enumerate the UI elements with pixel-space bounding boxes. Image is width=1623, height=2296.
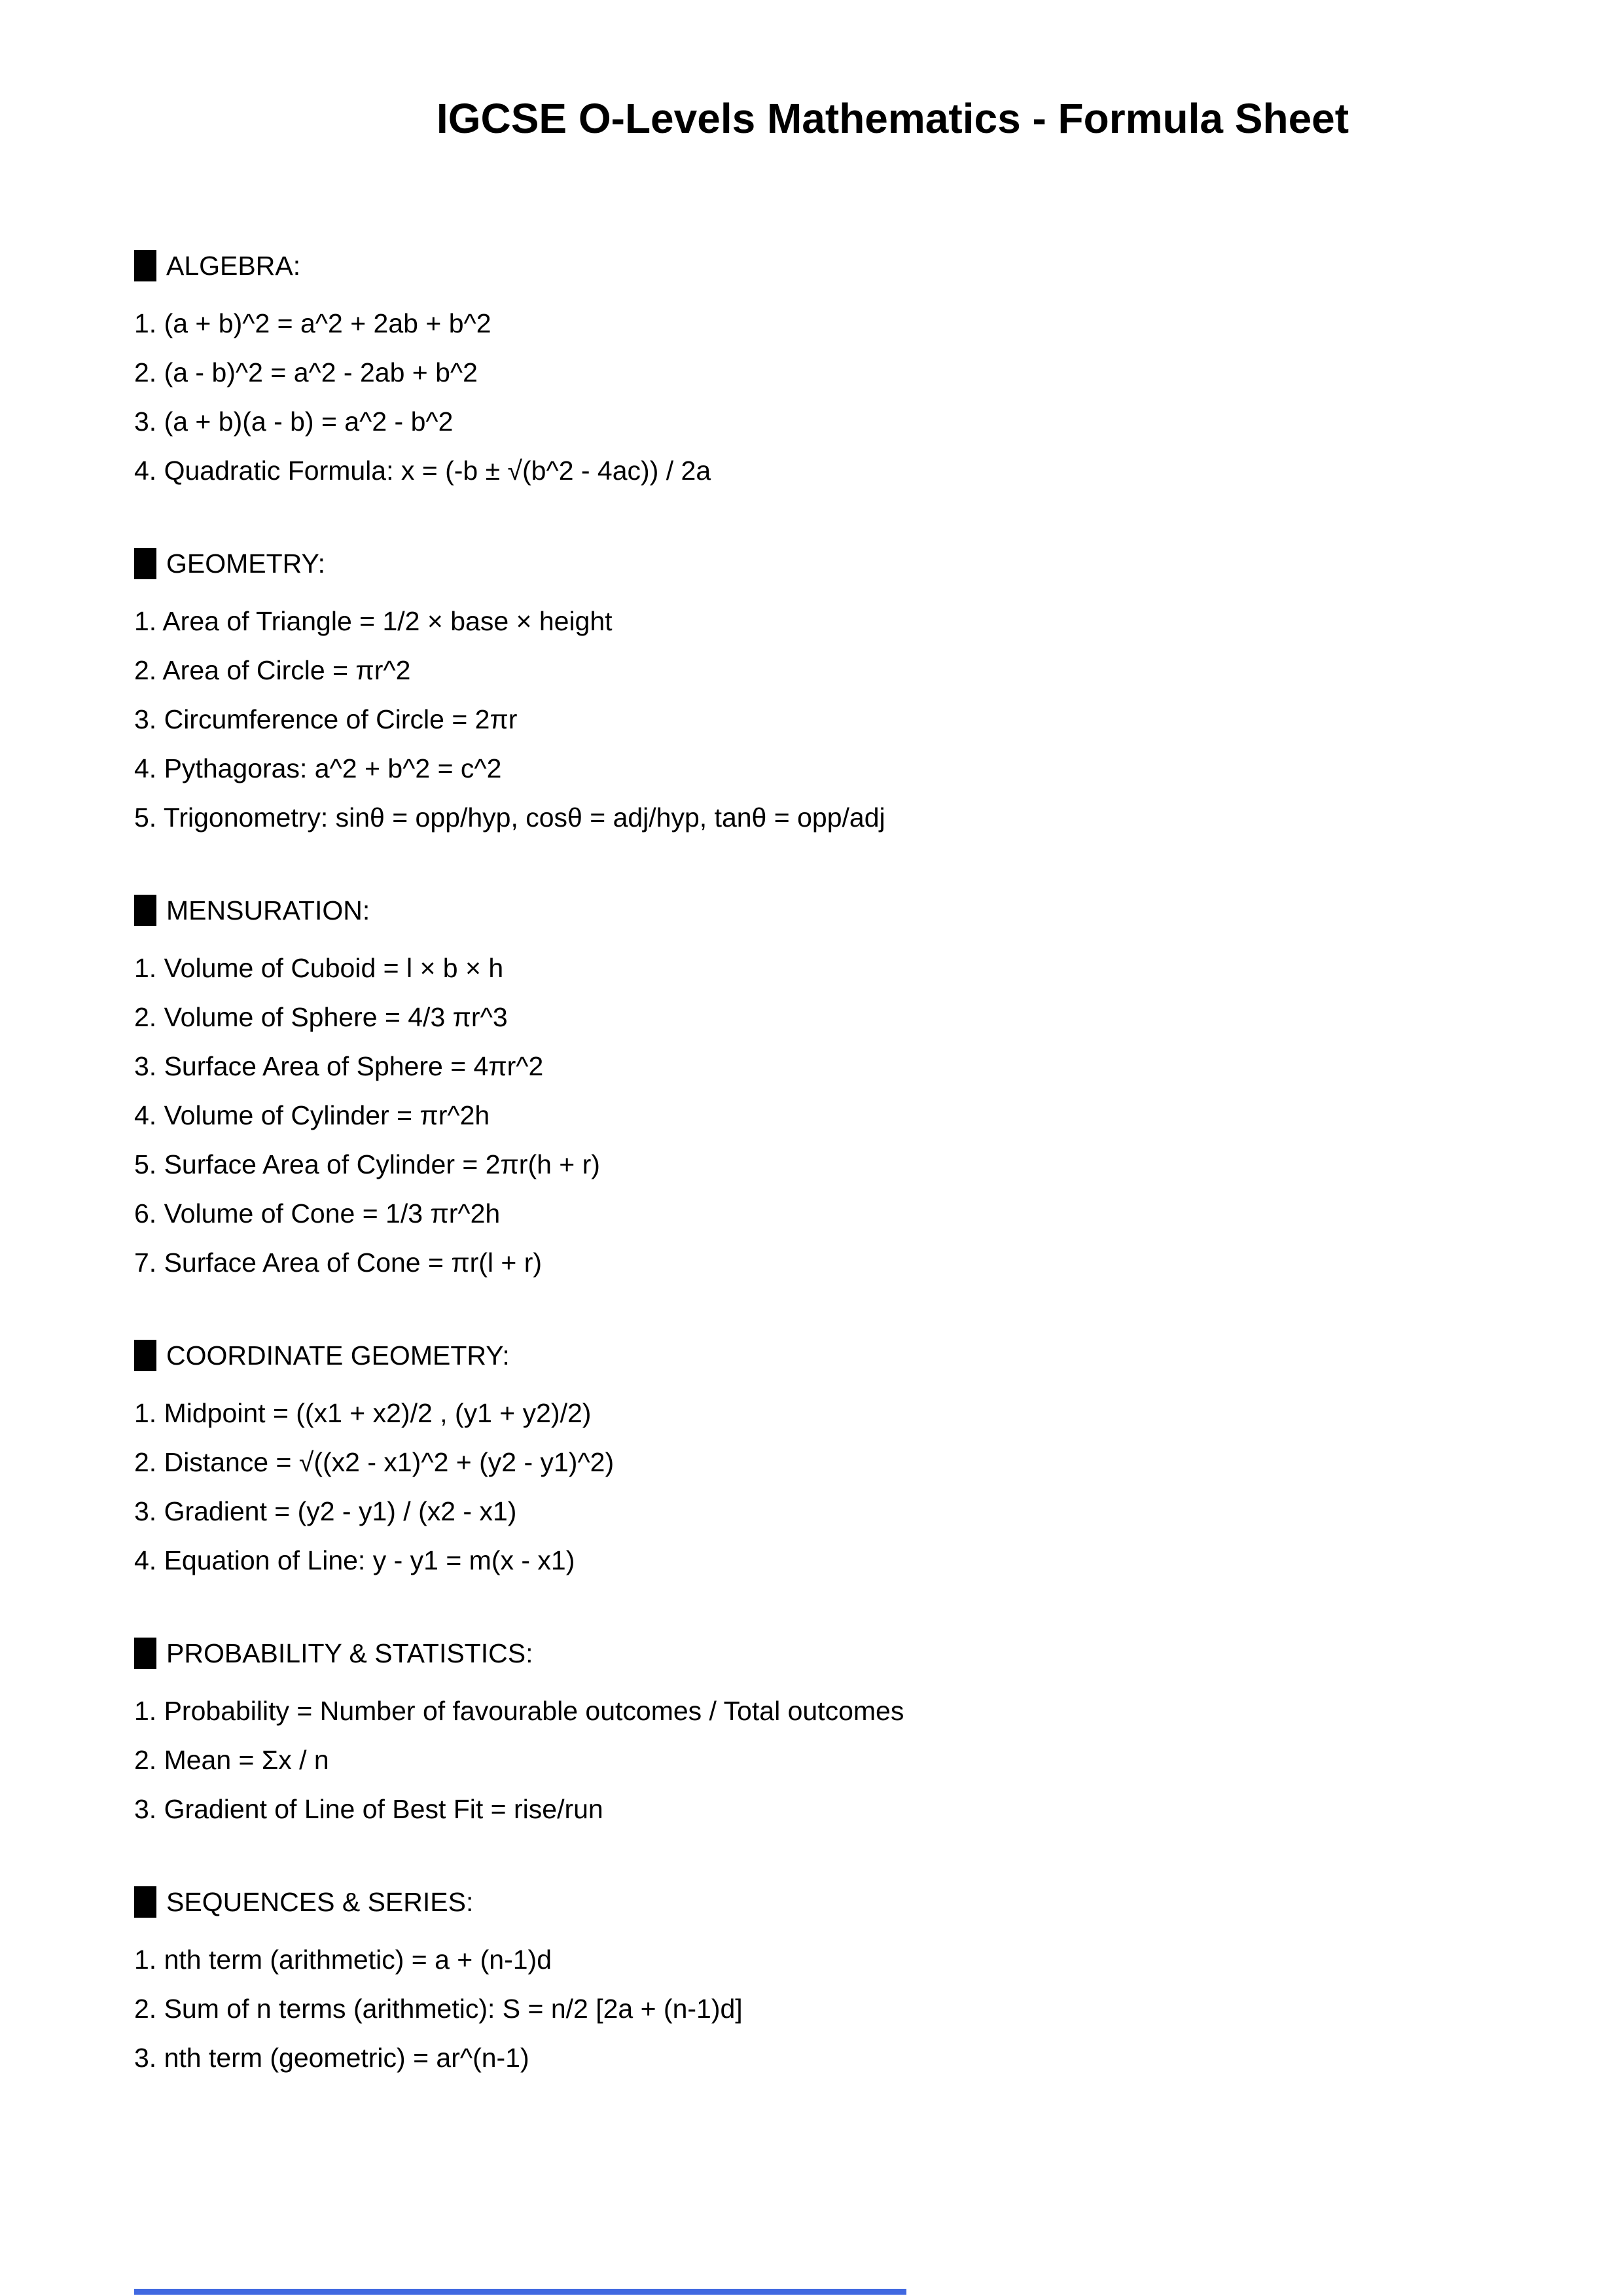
formula-item: 3. Gradient of Line of Best Fit = rise/run (134, 1794, 603, 1825)
formula-item: 4. Quadratic Formula: x = (-b ± √(b^2 - 4ac)) / 2a (134, 456, 711, 486)
formula-item: 4. Volume of Cylinder = πr^2h (134, 1100, 490, 1131)
formula-item: 7. Surface Area of Cone = πr(l + r) (134, 1247, 543, 1278)
section-heading (134, 1638, 1531, 1669)
formula-item: 2. Sum of n terms (arithmetic): S = n/2 [2a + (n-1)d] (134, 1994, 743, 2024)
formula-item: 4. Pythagoras: a^2 + b^2 = c^2 (134, 753, 502, 784)
section-square-icon (134, 250, 156, 281)
formula-item: 1. Area of Triangle = 1/2 × base × height (134, 606, 613, 637)
section-square-icon (134, 1886, 156, 1918)
section-square-icon (134, 548, 156, 579)
section-heading (134, 250, 1531, 281)
section-heading-label: MENSURATION: (166, 895, 370, 926)
formula-item: 5. Surface Area of Cylinder = 2πr(h + r) (134, 1149, 600, 1180)
section-heading-label: ALGEBRA: (166, 251, 301, 281)
formula-item: 2. Distance = √((x2 - x1)^2 + (y2 - y1)^2) (134, 1447, 615, 1478)
formula-section (134, 1886, 1531, 2073)
formula-item: 2. (a - b)^2 = a^2 - 2ab + b^2 (134, 357, 478, 388)
formula-section (134, 250, 1531, 486)
formula-item: 1. Midpoint = ((x1 + x2)/2 , (y1 + y2)/2) (134, 1398, 592, 1429)
section-heading-label: COORDINATE GEOMETRY: (166, 1340, 510, 1371)
sections-container (134, 250, 1531, 2073)
section-heading (134, 1886, 1531, 1918)
formula-item: 1. nth term (arithmetic) = a + (n-1)d (134, 1945, 552, 1975)
section-heading-label: PROBABILITY & STATISTICS: (166, 1638, 533, 1669)
formula-section (134, 548, 1531, 833)
formula-item: 6. Volume of Cone = 1/3 πr^2h (134, 1198, 501, 1229)
section-square-icon (134, 1638, 156, 1669)
section-heading (134, 1340, 1531, 1371)
section-heading-label: GEOMETRY: (166, 548, 326, 579)
section-square-icon (134, 1340, 156, 1371)
formula-section (134, 895, 1531, 1278)
formula-item: 4. Equation of Line: y - y1 = m(x - x1) (134, 1545, 575, 1576)
formula-item: 3. Circumference of Circle = 2πr (134, 704, 518, 735)
section-square-icon (134, 895, 156, 926)
formula-section (134, 1638, 1531, 1825)
formula-item: 1. Probability = Number of favourable outcomes / Total outcomes (134, 1696, 904, 1727)
formula-item: 1. (a + b)^2 = a^2 + 2ab + b^2 (134, 308, 491, 339)
formula-item: 5. Trigonometry: sinθ = opp/hyp, cosθ = adj/hyp, tanθ = opp/adj (134, 802, 885, 833)
page-title: IGCSE O-Levels Mathematics - Formula Sheet (436, 95, 1349, 142)
section-heading (134, 548, 1531, 579)
formula-section (134, 1340, 1531, 1576)
section-heading-label: SEQUENCES & SERIES: (166, 1887, 474, 1918)
formula-item: 3. nth term (geometric) = ar^(n-1) (134, 2043, 529, 2073)
formula-item: 2. Area of Circle = πr^2 (134, 655, 411, 686)
section-heading (134, 895, 1531, 926)
formula-item: 1. Volume of Cuboid = l × b × h (134, 953, 504, 984)
formula-item: 3. Surface Area of Sphere = 4πr^2 (134, 1051, 544, 1082)
formula-item: 2. Mean = Σx / n (134, 1745, 329, 1776)
footer-accent-bar (134, 2289, 906, 2295)
formula-item: 3. Gradient = (y2 - y1) / (x2 - x1) (134, 1496, 517, 1527)
formula-item: 2. Volume of Sphere = 4/3 πr^3 (134, 1002, 508, 1033)
formula-item: 3. (a + b)(a - b) = a^2 - b^2 (134, 406, 454, 437)
